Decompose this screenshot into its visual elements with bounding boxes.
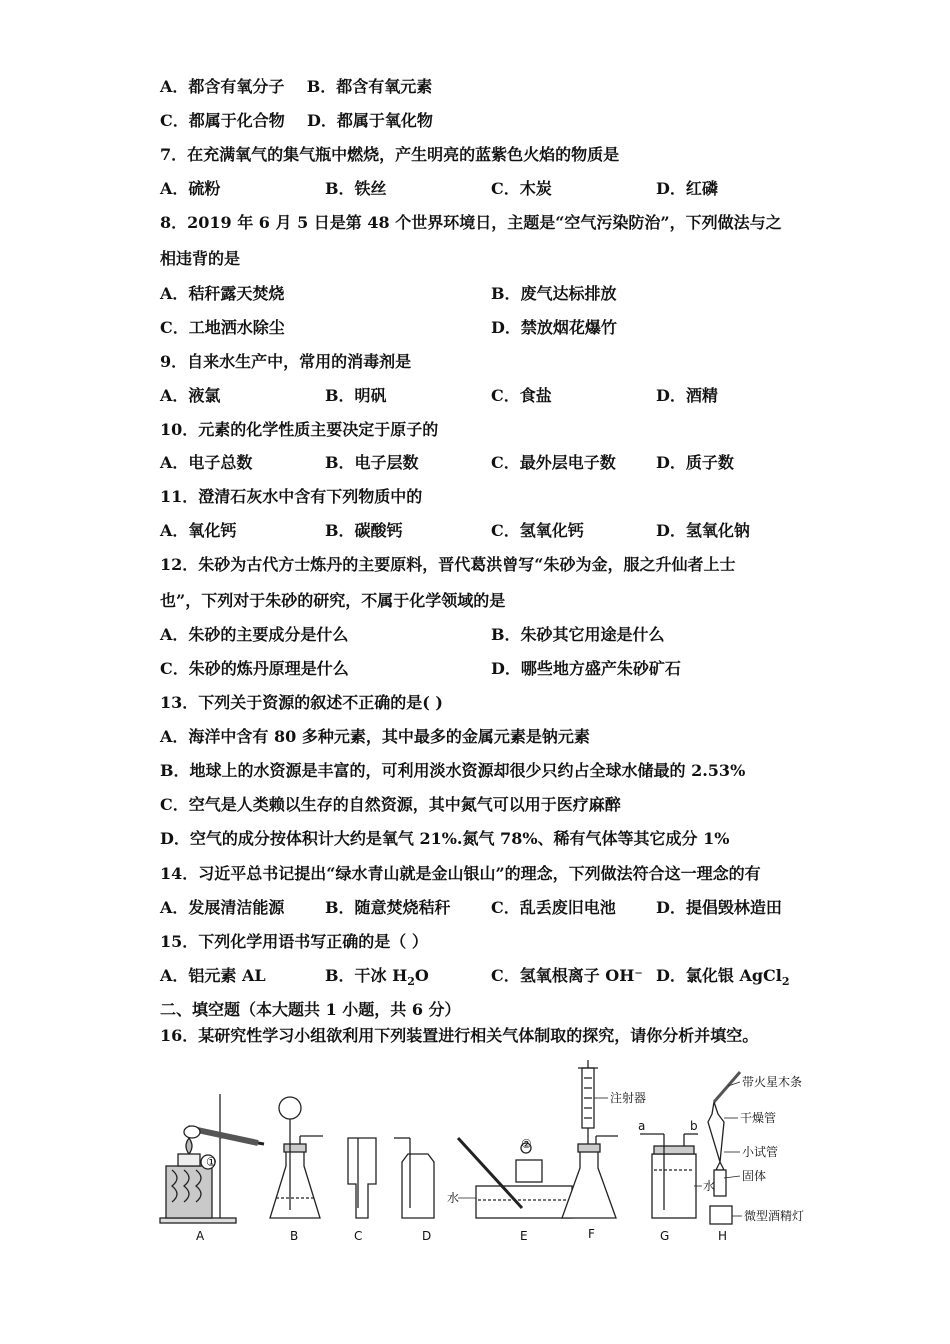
apparatus-d: [394, 1138, 434, 1218]
q9-stem: 9．自来水生产中，常用的消毒剂是: [160, 352, 412, 371]
label-splint: 带火星木条: [742, 1075, 803, 1089]
q15-stem: 15．下列化学用语书写正确的是（ ）: [160, 932, 428, 951]
q6-option-row-1: [160, 77, 432, 97]
q12-option-d: D．哪些地方盛产朱砂矿石: [491, 659, 681, 678]
q9-option-a: A．液氯: [160, 386, 221, 405]
figure-label-e: E: [520, 1229, 528, 1243]
label-lamp: 微型酒精灯: [744, 1209, 805, 1223]
q13-option-a: A．海洋中含有 80 多种元素，其中最多的金属元素是钠元素: [160, 727, 590, 746]
label-a: a: [638, 1119, 646, 1133]
q6-option-row-2: [160, 111, 433, 131]
label-water-g: 水: [703, 1179, 716, 1193]
label-syringe: 注射器: [610, 1091, 647, 1105]
figure-label-c: C: [354, 1229, 363, 1243]
q7-option-b: B．铁丝: [325, 179, 387, 198]
q11-option-d: D．氢氧化钠: [656, 521, 750, 540]
label-circle-1: ①: [206, 1155, 217, 1169]
q14-option-d: D．提倡毁林造田: [656, 898, 782, 917]
q11-option-c: C．氢氧化钙: [491, 521, 584, 540]
label-b: b: [690, 1119, 698, 1133]
figure-label-b: B: [290, 1229, 299, 1243]
q16-stem: 16．某研究性学习小组欲利用下列装置进行相关气体制取的探究，请你分析并填空。: [160, 1026, 759, 1045]
apparatus-e: [458, 1138, 572, 1218]
apparatus-b: [270, 1097, 323, 1218]
q14-option-a: A．发展清洁能源: [160, 898, 285, 917]
apparatus-g: [640, 1134, 698, 1218]
q7-option-a: A．硫粉: [160, 179, 221, 198]
label-drying-tube: 干燥管: [740, 1111, 777, 1125]
q10-stem: 10．元素的化学性质主要决定于原子的: [160, 420, 439, 439]
q8-option-b: B．废气达标排放: [491, 284, 617, 303]
q11-option-b: B．碳酸钙: [325, 521, 403, 540]
q12-stem-line2: 也”，下列对于朱砂的研究，不属于化学领域的是: [160, 591, 506, 610]
q10-option-d: D．质子数: [656, 453, 734, 472]
q11-stem: 11．澄清石灰水中含有下列物质中的: [160, 487, 423, 506]
q13-option-b: B．地球上的水资源是丰富的，可利用淡水资源却很少只约占全球水储最的 2.53%: [160, 761, 746, 780]
apparatus-f: [562, 1060, 618, 1218]
label-water-e: 水: [447, 1191, 460, 1205]
q6-option-b: B．都含有氧元素: [306, 77, 433, 96]
figure-label-g: G: [660, 1229, 670, 1243]
q10-option-a: A．电子总数: [160, 453, 253, 472]
apparatus-c: [348, 1138, 376, 1218]
q9-option-b: B．明矾: [325, 386, 387, 405]
q15-option-a: A．铝元素 AL: [160, 966, 266, 985]
q7-option-d: D．红磷: [656, 179, 718, 198]
q6-option-a: A．都含有氧分子: [160, 77, 285, 96]
q6-option-d: D．都属于氧化物: [307, 111, 433, 130]
label-circle-2: ②: [521, 1137, 532, 1151]
figure-label-a: A: [196, 1229, 205, 1243]
q13-stem: 13．下列关于资源的叙述不正确的是( ): [160, 693, 443, 712]
q8-option-d: D．禁放烟花爆竹: [491, 318, 617, 337]
q15-option-b: B．干冰 $H_2O$: [325, 966, 429, 989]
q7-option-c: C．木炭: [491, 179, 552, 198]
q8-option-a: A．秸秆露天焚烧: [160, 284, 285, 303]
apparatus-h: [708, 1072, 740, 1224]
figure-label-f: F: [588, 1227, 595, 1241]
section-heading: 二、填空题（本大题共 1 小题，共 6 分）: [160, 1000, 461, 1019]
q12-stem-line1: 12．朱砂为古代方士炼丹的主要原料，晋代葛洪曾写“朱砂为金，服之升仙者上士: [160, 555, 736, 574]
q9-option-c: C．食盐: [491, 386, 552, 405]
q14-stem: 14．习近平总书记提出“绿水青山就是金山银山”的理念，下列做法符合这一理念的有: [160, 864, 761, 883]
q10-option-c: C．最外层电子数: [491, 453, 616, 472]
q12-option-a: A．朱砂的主要成分是什么: [160, 625, 349, 644]
figure-label-h: H: [718, 1229, 728, 1243]
figure-label-d: D: [422, 1229, 432, 1243]
q10-option-b: B．电子层数: [325, 453, 419, 472]
q8-stem-line1: 8．2019 年 6 月 5 日是第 48 个世界环境日，主题是“空气污染防治”，下列做法与之: [160, 213, 782, 232]
q12-option-c: C．朱砂的炼丹原理是什么: [160, 659, 349, 678]
q9-option-d: D．酒精: [656, 386, 718, 405]
q14-option-c: C．乱丢废旧电池: [491, 898, 616, 917]
q8-stem-line2: 相违背的是: [160, 249, 241, 268]
label-small-tube: 小试管: [742, 1145, 779, 1159]
q8-option-c: C．工地洒水除尘: [160, 318, 285, 337]
q13-option-c: C．空气是人类赖以生存的自然资源，其中氮气可以用于医疗麻醉: [160, 795, 621, 814]
apparatus-figure: [158, 1058, 838, 1248]
q15-option-c: C．氢氧根离子 OH⁻: [491, 966, 643, 985]
label-solid: 固体: [742, 1169, 767, 1183]
q13-option-d: D．空气的成分按体积计大约是氧气 21%.氮气 78%、稀有气体等其它成分 1%: [160, 829, 730, 848]
q14-option-b: B．随意焚烧秸秆: [325, 898, 451, 917]
q6-option-c: C．都属于化合物: [160, 111, 285, 130]
q15-option-d: D．氯化银 AgCl$_2$: [656, 966, 790, 989]
q7-stem: 7．在充满氧气的集气瓶中燃烧，产生明亮的蓝紫色火焰的物质是: [160, 145, 620, 164]
q11-option-a: A．氧化钙: [160, 521, 237, 540]
q12-option-b: B．朱砂其它用途是什么: [491, 625, 665, 644]
